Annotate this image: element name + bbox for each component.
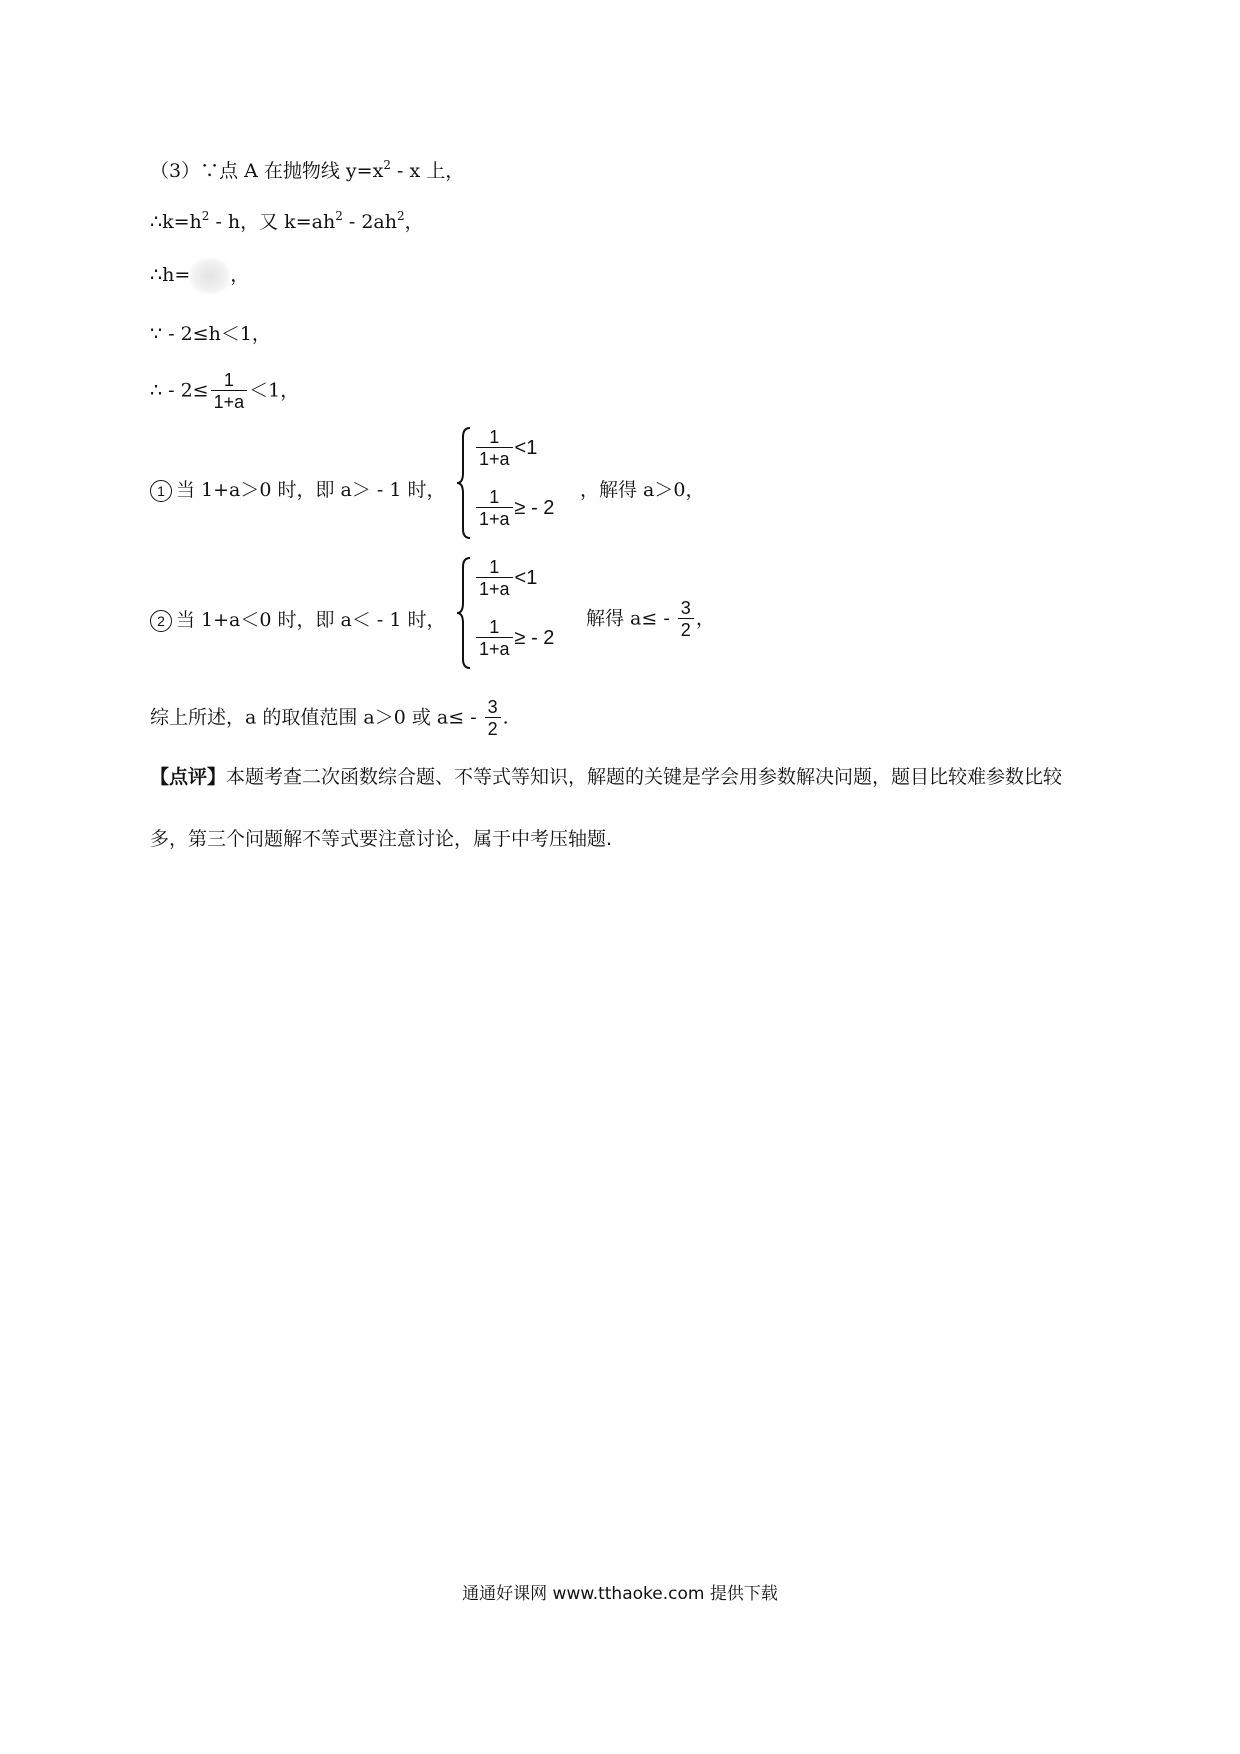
line1-sup: 2: [383, 158, 391, 172]
summary-suffix: .: [502, 706, 509, 729]
solution-line-2: [150, 208, 424, 236]
line3-prefix: ∴h=: [150, 264, 191, 286]
summary-prefix: 综上所述，a 的取值范围 a＞0 或 a≤ -: [150, 706, 483, 729]
case-1-condition: 当 1+a＞0 时，即 a＞ - 1 时，: [176, 479, 446, 501]
solution-line-4: ∵ - 2≤h＜1，: [150, 323, 271, 345]
comment-label: 【点评】: [150, 766, 227, 788]
case-2-system: [456, 555, 576, 671]
case-1-row-1-relation: <1: [514, 436, 538, 459]
line2-sup-2: 2: [335, 209, 343, 223]
line1-prefix: （3）∵点 A 在抛物线 y=x: [150, 160, 384, 182]
case-1-row-2: $\frac{1}{1+a}$ ≥ - 2: [474, 487, 554, 530]
line2-sup-1: 2: [201, 209, 210, 223]
circled-number-2: 2: [150, 610, 172, 632]
case-2-result: [586, 598, 715, 641]
comment-text: 本题考查二次函数综合题、不等式等知识，解题的关键是学会用参数解决问题，题目比较难参数比较多，第三个问题解不等式要注意讨论，属于中考压轴题.: [150, 766, 1063, 850]
solution-line-1: [150, 157, 464, 185]
summary-fraction: $\frac{3}{2}$: [485, 697, 501, 740]
case-2-condition: 当 1+a＜0 时，即 a＜ - 1 时，: [176, 609, 446, 631]
left-brace-icon: [456, 425, 472, 541]
line1-suffix: - x 上，: [390, 160, 465, 182]
circled-number-1: 1: [150, 480, 172, 502]
line2-part-b: - h，又 k=ah: [209, 211, 336, 233]
summary-line: [150, 697, 509, 740]
line5-suffix: ＜1，: [249, 379, 300, 402]
case-1-row-1: $\frac{1}{1+a}$ <1: [474, 427, 537, 470]
case-2-result-fraction: $\frac{3}{2}$: [678, 598, 694, 641]
case-2-result-prefix: 解得 a≤ -: [586, 607, 676, 630]
case-1-row-2-relation: ≥ - 2: [514, 496, 555, 519]
case-2-text: [150, 606, 446, 634]
case-1-system: [456, 425, 576, 541]
left-brace-icon: [456, 555, 472, 671]
case-2-row-1-relation: <1: [514, 566, 538, 589]
solution-line-5: [150, 370, 299, 413]
line2-part-c: - 2ah: [342, 211, 397, 233]
case-2-row-1: $\frac{1}{1+a}$ <1: [474, 557, 537, 600]
line5-fraction: $\frac{1}{1+a}$: [211, 370, 248, 413]
line2-part-d: ，: [404, 211, 424, 233]
solution-line-3: [150, 258, 249, 294]
case-2-row-2-relation: ≥ - 2: [514, 626, 555, 649]
case-1-result: ，解得 a＞0，: [580, 479, 705, 501]
comment-paragraph: [150, 746, 1098, 870]
blurred-formula-image: [190, 258, 230, 294]
line5-prefix: ∴ - 2≤: [150, 379, 209, 402]
case-2-result-suffix: ，: [695, 607, 715, 630]
case-2-row-2: $\frac{1}{1+a}$ ≥ - 2: [474, 617, 554, 660]
case-1-text: [150, 476, 446, 504]
line2-part-a: ∴k=h: [150, 211, 202, 233]
line3-suffix: ，: [230, 264, 250, 286]
line2-sup-3: 2: [396, 209, 405, 223]
page-footer: 通通好课网 www.tthaoke.com 提供下载: [462, 1584, 778, 1604]
